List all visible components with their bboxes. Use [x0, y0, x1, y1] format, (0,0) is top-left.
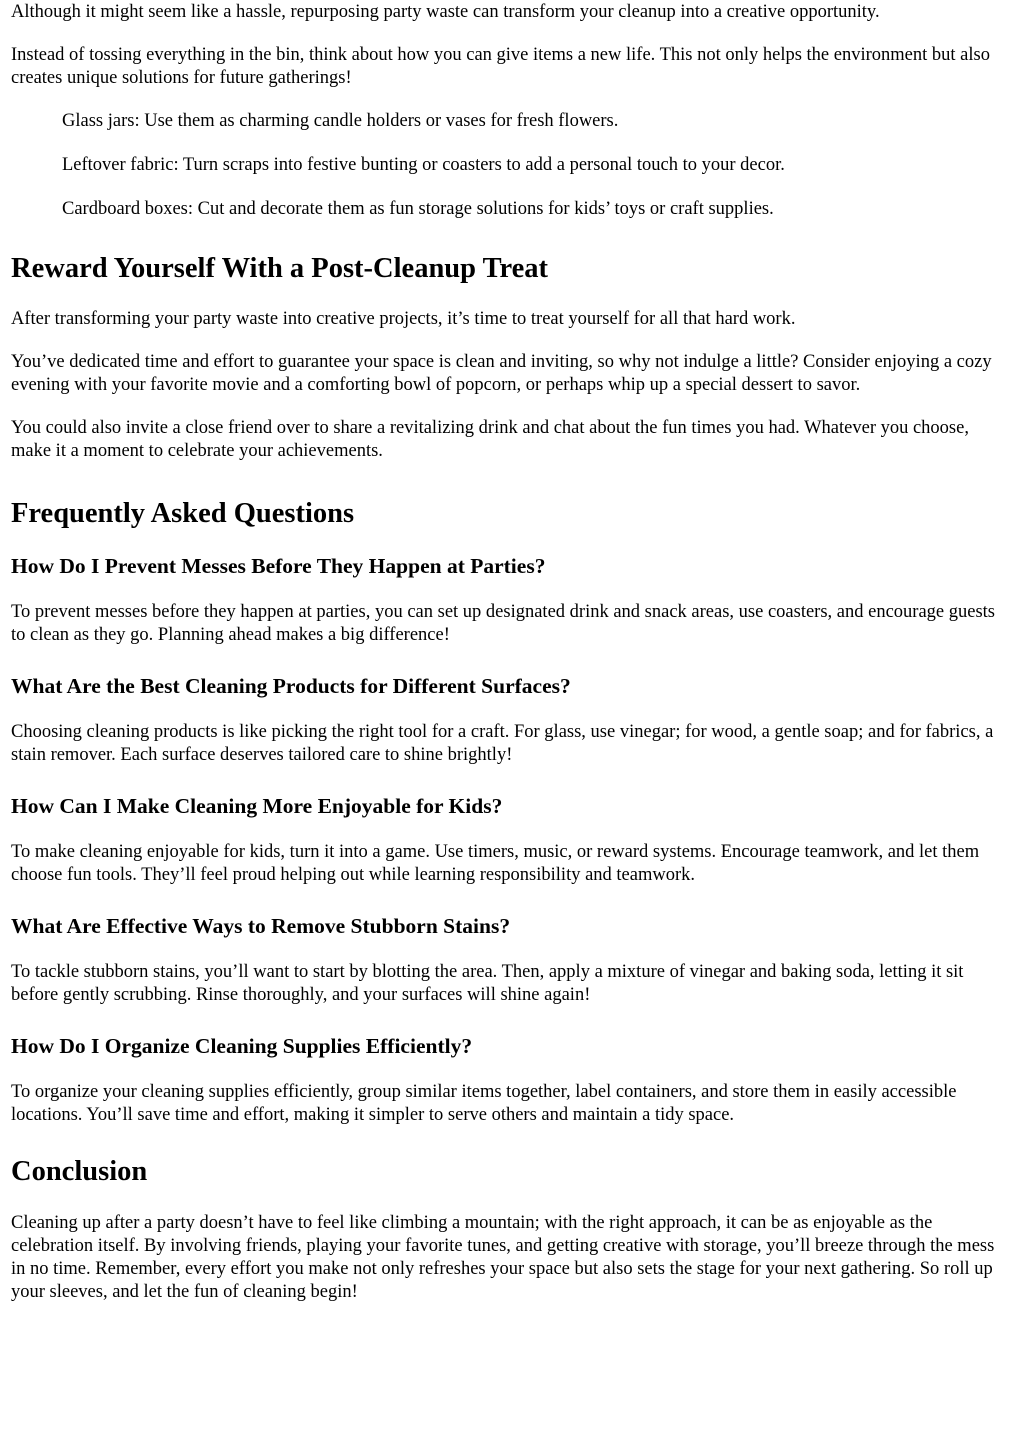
- faq-answer: To make cleaning enjoyable for kids, turn it into a game. Use timers, music, or reward systems. Encourage teamwork, and let them choose fun tools. They’ll feel proud helping out while learning responsibility and teamwork.: [11, 842, 980, 885]
- intro-paragraph: Instead of tossing everything in the bin, think about how you can give items a new life. This not only helps the environment but also creates unique solutions for future gatherings!: [11, 45, 990, 88]
- list-item-cardboard-boxes: Cardboard boxes: Cut and decorate them as fun storage solutions for kids’ toys or craft supplies.: [62, 199, 774, 219]
- faq-answer: To organize your cleaning supplies efficiently, group similar items together, label containers, and store them in easily accessible locations. You’ll save time and effort, making it simpler to serve others and maintain a tidy space.: [11, 1082, 957, 1125]
- faq-question: How Can I Make Cleaning More Enjoyable for Kids?: [11, 794, 503, 818]
- faq-question: How Do I Organize Cleaning Supplies Efficiently?: [11, 1034, 473, 1058]
- faq-question: What Are the Best Cleaning Products for Different Surfaces?: [11, 674, 571, 698]
- article: [0, 1, 1024, 1304]
- faq-question: What Are Effective Ways to Remove Stubborn Stains?: [11, 914, 511, 938]
- conclusion-paragraph: Cleaning up after a party doesn’t have to feel like climbing a mountain; with the right approach, it can be as enjoyable as the celebration itself. By involving friends, playing your favorite tunes, and getting creative with storage, you’ll breeze through the mess in no time. Remember, every effort you make not only refreshes your space but also sets the stage for your next gathering. So roll up your sleeves, and let the fun of cleaning begin!: [11, 1213, 995, 1302]
- faq-answer: To prevent messes before they happen at parties, you can set up designated drink and snack areas, use coasters, and encourage guests to clean as they go. Planning ahead makes a big difference!: [11, 602, 995, 645]
- section-heading-conclusion: Conclusion: [11, 1156, 148, 1187]
- faq-question: How Do I Prevent Messes Before They Happen at Parties?: [11, 554, 546, 578]
- intro-paragraph: Although it might seem like a hassle, repurposing party waste can transform your cleanup into a creative opportunity.: [11, 2, 880, 22]
- reward-paragraph: You could also invite a close friend over to share a revitalizing drink and chat about the fun times you had. Whatever you choose, make it a moment to celebrate your achievements.: [11, 418, 969, 461]
- list-item-leftover-fabric: Leftover fabric: Turn scraps into festive bunting or coasters to add a personal touch to your decor.: [62, 155, 785, 175]
- list-item-glass-jars: Glass jars: Use them as charming candle holders or vases for fresh flowers.: [62, 111, 619, 131]
- reward-paragraph: You’ve dedicated time and effort to guarantee your space is clean and inviting, so why not indulge a little? Consider enjoying a cozy evening with your favorite movie and a comforting bowl of popcorn, or perhaps whip up a special dessert to savor.: [11, 352, 992, 395]
- reward-paragraph: After transforming your party waste into creative projects, it’s time to treat yourself for all that hard work.: [11, 309, 796, 329]
- section-heading-faq: Frequently Asked Questions: [11, 498, 355, 529]
- section-heading-reward: Reward Yourself With a Post-Cleanup Treat: [11, 253, 549, 284]
- faq-answer: To tackle stubborn stains, you’ll want to start by blotting the area. Then, apply a mixture of vinegar and baking soda, letting it sit before gently scrubbing. Rinse thoroughly, and your surfaces will shine again!: [11, 962, 964, 1005]
- faq-answer: Choosing cleaning products is like picking the right tool for a craft. For glass, use vinegar; for wood, a gentle soap; and for fabrics, a stain remover. Each surface deserves tailored care to shine brightly!: [11, 722, 994, 765]
- repurpose-tips-list: [11, 110, 1013, 221]
